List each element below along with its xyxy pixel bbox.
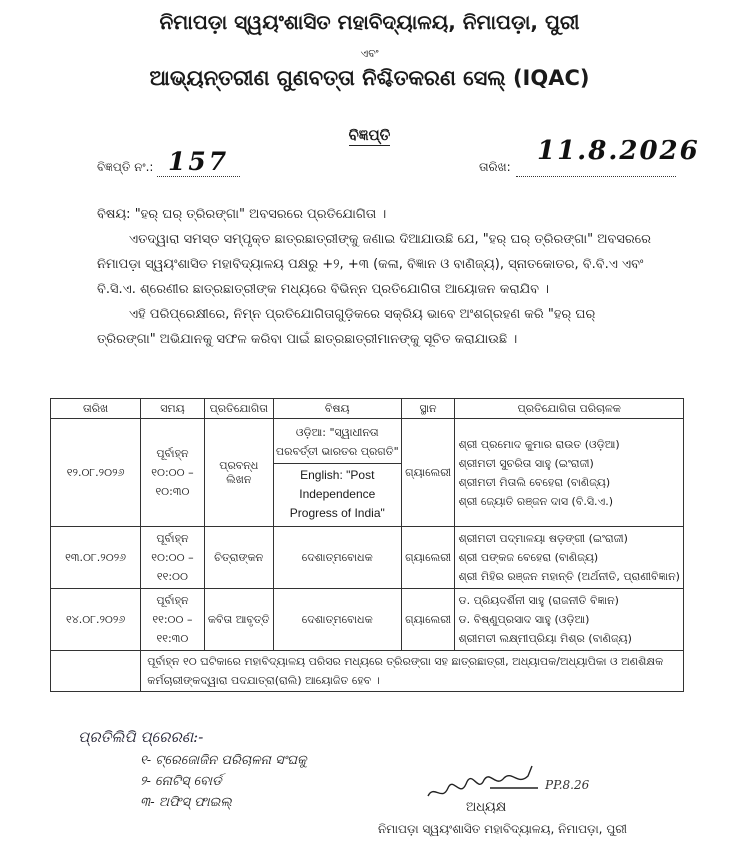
row-time: ପୂର୍ବାହ୍ନ ୧୦:୦୦ – ୧୦:୩୦ (141, 419, 204, 527)
date-underline (516, 176, 676, 177)
row-venue: ଗ୍ୟାଲେରୀ (401, 527, 455, 589)
conductor-name: ଶ୍ରୀ ପଙ୍କଜ ବେହେରା (ବାଣିଜ୍ୟ) (458, 551, 599, 564)
subject-line: ବିଷୟ: "ହର୍ ଘର୍ ତ୍ରିରଙ୍ଗା" ଅବସରରେ ପ୍ରତିଯୋଗିତା । (97, 207, 387, 222)
paragraph-1: ଏତଦ୍ୱାରା ସମସ୍ତ ସମ୍ପୃକ୍ତ ଛାତ୍ରଛାତ୍ରୀଙ୍କୁ ଜଣାଇ ଦିଆଯାଉଛି ଯେ, "ହର୍ ଘର୍ ତ୍ରିରଙ୍ଗା" ଅବସରରେ ନିମାପଡ଼ା ସ୍ୱୟଂଶାସିତ ମହାବିଦ୍ୟାଳୟ ପକ୍ଷରୁ +୨, +୩ (କଳା, ବିଜ୍ଞାନ ଓ ବାଣିଜ୍ୟ), ସ୍ନାତକୋତର, ବି.ବି.ଏ ଏବଂ ବି.ସି.ଏ. ଶ୍ରେଣୀର ଛାତ୍ରଛାତ୍ରୀଙ୍କ ମଧ୍ୟରେ ବିଭିନ୍ନ ପ୍ରତିଯୋଗିତା ଆୟୋଜନ କରାଯିବ । (97, 232, 652, 297)
table-row (51, 527, 684, 589)
copies-section (78, 728, 307, 813)
topic-english-line: English: "Post (300, 467, 375, 482)
row-conductors (455, 589, 684, 651)
copy-item: ୩- ଅଫିସ୍ ଫାଇଲ୍ (140, 795, 232, 810)
topic-odia-line: ଓଡ଼ିଆ: "ସ୍ୱାଧୀନତା (295, 425, 379, 439)
conductor-name: ଶ୍ରୀ ଜ୍ୟୋତି ରଞ୍ଜନ ଦାସ (ବି.ସି.ଏ.) (458, 494, 614, 508)
table-row (51, 589, 684, 651)
table-header-row (51, 399, 684, 419)
conductor-name: ଶ୍ରୀମତୀ ଲକ୍ଷ୍ମୀପ୍ରିୟା ମିଶ୍ର (ବାଣିଜ୍ୟ) (458, 632, 632, 645)
conductor-name: ଶ୍ରୀମତୀ ପଦ୍ମାଳୟା ଷଡ଼ଙ୍ଗୀ (ଇଂରାଜୀ) (458, 532, 628, 545)
copies-heading: ପ୍ରତିଲିପି ପ୍ରେରଣ:- (78, 728, 204, 746)
signature-scribble (420, 758, 550, 804)
header-and: ଏବଂ (360, 47, 379, 60)
conductor-name: ଶ୍ରୀମତୀ ମିତାଲି ବେହେରା (ବାଣିଜ୍ୟ) (458, 475, 611, 489)
table-row (51, 419, 684, 527)
header-conductor: ପ୍ରତିଯୋଗିତା ପରିଚାଳକ (455, 399, 684, 419)
paragraph-2: ଏହି ପରିପ୍ରେକ୍ଷୀରେ, ନିମ୍ନ ପ୍ରତିଯୋଗିତାଗୁଡ଼ିକରେ ସକ୍ରିୟ ଭାବେ ଅଂଶଗ୍ରହଣ କରି "ହର୍ ଘର୍ ତ୍ରିରଙ୍ଗା" ଅଭିଯାନକୁ ସଫଳ କରିବା ପାଇଁ ଛାତ୍ରଛାତ୍ରୀମାନଙ୍କୁ ସୂଚିତ କରାଯାଉଛି । (97, 307, 596, 347)
header-time: ସମୟ (141, 399, 204, 419)
row-venue: ଗ୍ୟାଲେରୀ (401, 589, 455, 651)
notice-number-underline (157, 176, 240, 177)
competition-table (50, 398, 684, 692)
row-topic (273, 419, 401, 527)
header-venue: ସ୍ଥାନ (401, 399, 455, 419)
row-date: ୧୨.୦୮.୨୦୨୬ (51, 419, 141, 527)
row-time: ପୂର୍ବାହ୍ନ ୧୧:୦୦ – ୧୧:୩୦ (141, 589, 204, 651)
row-competition: କବିତା ଆବୃତ୍ତି (204, 589, 273, 651)
date-label: ତାରିଖ: (479, 160, 511, 174)
signature-date: PP.8.26 (545, 778, 590, 792)
notice-number-label: ବିଜ୍ଞପ୍ତି ନଂ.: (97, 160, 154, 174)
college-name: ନିମାପଡ଼ା ସ୍ୱୟଂଶାସିତ ମହାବିଦ୍ୟାଳୟ, ନିମାପଡ଼ା, ପୁରୀ (159, 10, 580, 34)
row-conductors (455, 419, 684, 527)
row-competition: ପ୍ରବନ୍ଧ ଲିଖନ (204, 419, 273, 527)
principal-institution: ନିମାପଡ଼ା ସ୍ୱୟଂଶାସିତ ମହାବିଦ୍ୟାଳୟ, ନିମାପଡ଼ା, ପୁରୀ (378, 822, 628, 836)
row-time: ପୂର୍ବାହ୍ନ ୧୦:୦୦ – ୧୧:୦୦ (141, 527, 204, 589)
topic-odia-line: ପରବର୍ତ୍ତୀ ଭାରତର ପ୍ରଗତି" (275, 444, 399, 458)
row-date: ୧୪.୦୮.୨୦୨୬ (51, 589, 141, 651)
header-topic: ବିଷୟ (273, 399, 401, 419)
conductor-name: ଡ. ପ୍ରିୟଦର୍ଶିନୀ ସାହୁ (ରାଜନୀତି ବିଜ୍ଞାନ) (458, 594, 619, 607)
row-competition: ଚିତ୍ରାଙ୍କନ (204, 527, 273, 589)
row-venue: ଗ୍ୟାଲେରୀ (401, 419, 455, 527)
table-footer-row (51, 651, 684, 692)
conductor-name: ଶ୍ରୀମତୀ ସୁଚରିତା ସାହୁ (ଇଂରାଜୀ) (458, 456, 594, 470)
rally-note: ପୂର୍ବାହ୍ନ ୧୦ ଘଟିକାରେ ମହାବିଦ୍ୟାଳୟ ପରିସର ମଧ୍ୟରେ ତ୍ରିରଙ୍ଗା ସହ ଛାତ୍ରଛାତ୍ରୀ, ଅଧ୍ୟାପକ/ଅଧ୍ୟାପିକା ଓ ଅଣଶିକ୍ଷକ କର୍ମଚାରୀଙ୍କଦ୍ୱାରା ପଦଯାତ୍ରା(ରାଲି) ଆୟୋଜିତ ହେବ । (141, 651, 684, 692)
date-value: 11.8.2026 (537, 136, 700, 166)
iqac-title: ଆଭ୍ୟନ୍ତରୀଣ ଗୁଣବତ୍ତା ନିଶ୍ଚିତକରଣ ସେଲ୍ (IQAC) (149, 66, 590, 90)
conductor-name: ଶ୍ରୀ ପ୍ରମୋଦ କୁମାର ରାଉତ (ଓଡ଼ିଆ) (458, 437, 620, 451)
row-conductors (455, 527, 684, 589)
notice-number-value: 157 (168, 147, 230, 176)
row-topic: ଦେଶାତ୍ମବୋଧକ (273, 527, 401, 589)
notice-body (97, 202, 657, 352)
header-date: ତାରିଖ (51, 399, 141, 419)
row-topic: ଦେଶାତ୍ମବୋଧକ (273, 589, 401, 651)
conductor-name: ଡ. ବିଷ୍ଣୁପ୍ରସାଦ ସାହୁ (ଓଡ଼ିଆ) (458, 613, 590, 626)
notice-title: ବିଜ୍ଞପ୍ତି (348, 126, 391, 144)
principal-title: ଅଧ୍ୟକ୍ଷ (466, 800, 507, 815)
header-competition: ପ୍ରତିଯୋଗିତା (204, 399, 273, 419)
copy-item: ୧- ଟ୍ରେଜୋଜିନ ପରିଚାଳନା ସଂଘକୁ (140, 753, 307, 768)
topic-english-line: Progress of India" (289, 505, 385, 520)
topic-english-line: Independence (299, 486, 376, 501)
copy-item: ୨- ନୋଟିସ୍ ବୋର୍ଡ (140, 774, 222, 789)
conductor-name: ଶ୍ରୀ ମିହିର ରଞ୍ଜନ ମହାନ୍ତି (ଅର୍ଥନୀତି, ପ୍ରାଣୀବିଜ୍ଞାନ) (458, 570, 680, 583)
row-date: ୧୩.୦୮.୨୦୨୬ (51, 527, 141, 589)
footer-spacer (51, 651, 141, 692)
